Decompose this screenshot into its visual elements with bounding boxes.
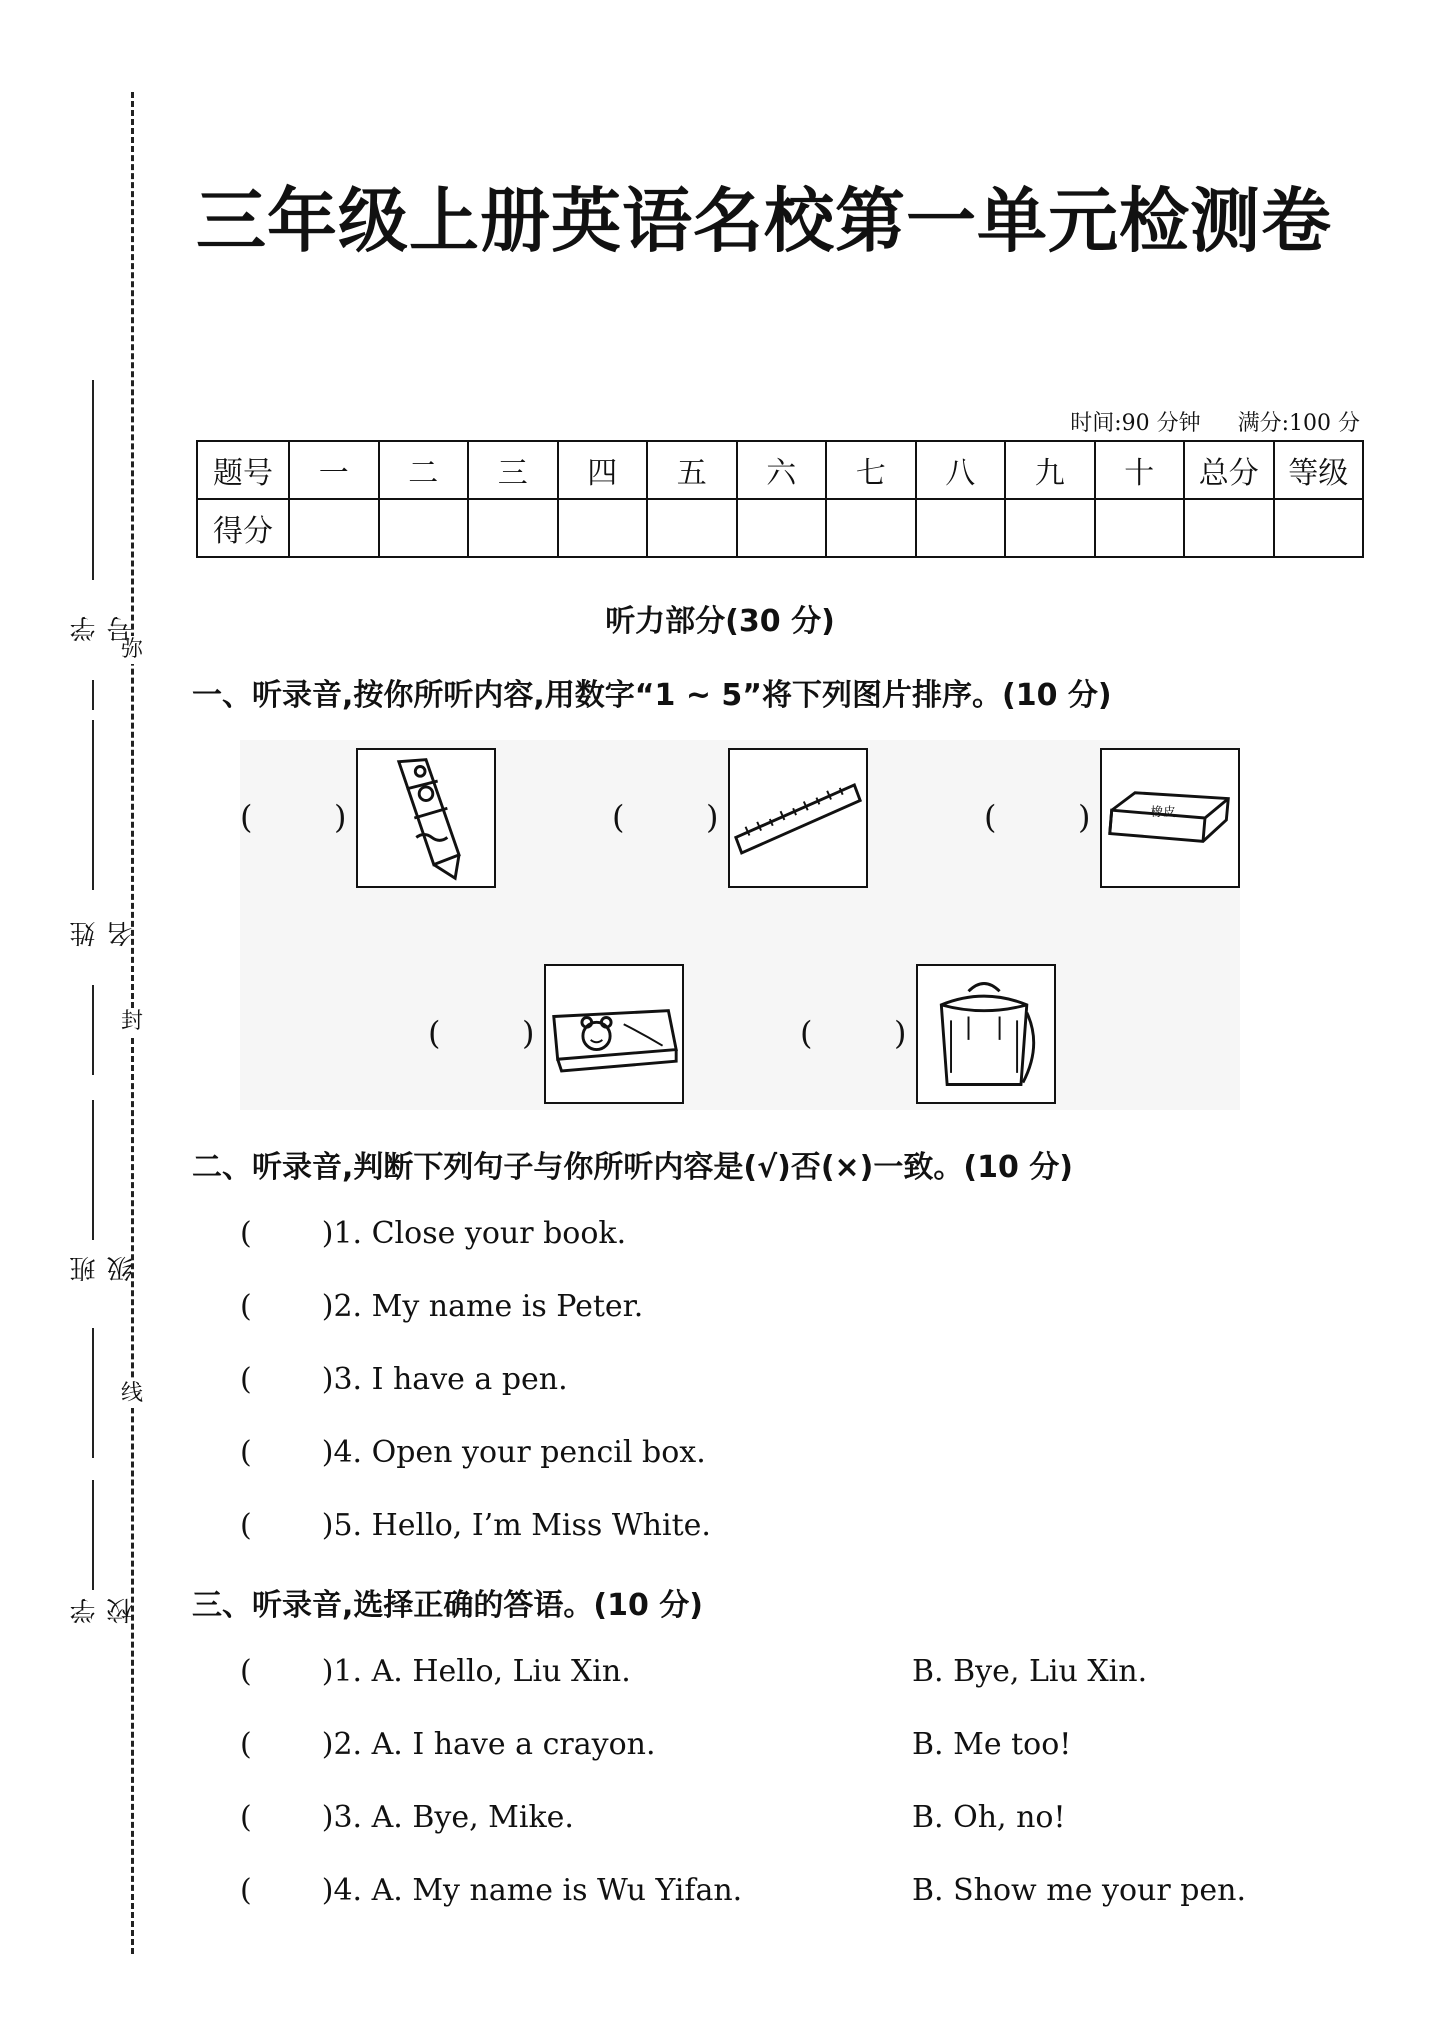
judge-sentence: 5. Hello, I’m Miss White. [333,1508,711,1543]
answer-paren-open: ( [240,1873,252,1908]
page-title: 三年级上册英语名校第一单元检测卷 [196,180,1332,262]
score-cell[interactable] [558,499,648,557]
answer-paren-close: ) [321,1727,334,1762]
header-cell: 五 [647,441,737,499]
header-cell: 总分 [1184,441,1274,499]
judge-sentence: 1. Close your book. [333,1216,627,1251]
answer-paren-open: ( [240,1216,252,1251]
choice-item [240,1654,631,1689]
schoolbag-icon [916,964,1056,1104]
header-cell: 一 [289,441,379,499]
listening-part-title: 听力部分(30 分) [605,604,835,639]
answer-paren-close: ) [1078,798,1091,836]
answer-paren-close: ) [321,1362,334,1397]
header-cell: 七 [826,441,916,499]
score-cell[interactable] [916,499,1006,557]
choice-option-b: B. Me too! [912,1727,1072,1762]
answer-paren-open: ( [240,1435,252,1470]
answer-paren-open: ( [240,1289,252,1324]
score-cell[interactable] [289,499,379,557]
judge-sentence: 2. My name is Peter. [333,1289,644,1324]
judge-item [240,1508,711,1543]
answer-paren-close: ) [334,798,347,836]
answer-paren-close: ) [894,1014,907,1052]
answer-paren-open: ( [240,798,253,836]
field-line [92,985,94,1075]
answer-paren-close: ) [321,1435,334,1470]
judge-sentence: 3. I have a pen. [333,1362,568,1397]
answer-paren-close: ) [321,1508,334,1543]
score-table [196,440,1364,558]
header-cell: 等级 [1274,441,1364,499]
score-cell[interactable] [1095,499,1185,557]
choice-item [240,1727,655,1762]
header-cell: 二 [379,441,469,499]
field-line [92,680,94,710]
score-table-header-row [197,441,1363,499]
header-cell: 六 [737,441,827,499]
answer-paren-close: ) [321,1289,334,1324]
answer-paren-close: ) [321,1800,334,1835]
header-cell: 九 [1005,441,1095,499]
binding-word-mi: 弥 [118,636,146,664]
answer-paren-open: ( [984,798,997,836]
choice-option-b: B. Show me your pen. [912,1873,1247,1908]
choice-option-a: 4. A. My name is Wu Yifan. [333,1873,743,1908]
answer-paren-open: ( [428,1014,441,1052]
choice-item [240,1873,742,1908]
field-label: 学校 [70,1592,137,1624]
judge-item [240,1216,626,1251]
field-line [92,1480,94,1590]
header-cell: 题号 [197,441,289,499]
score-cell[interactable] [737,499,827,557]
answer-paren-open: ( [612,798,625,836]
field-line [92,380,94,580]
field-label: 姓名 [70,915,137,947]
header-cell: 十 [1095,441,1185,499]
choice-option-b: B. Oh, no! [912,1800,1066,1835]
section2-title: 二、听录音,判断下列句子与你所听内容是(√)否(×)一致。(10 分) [192,1150,1074,1185]
judge-item [240,1289,643,1324]
pencil-box-icon [544,964,684,1104]
judge-item [240,1362,568,1397]
score-cell[interactable] [1274,499,1364,557]
judge-sentence: 4. Open your pencil box. [333,1435,706,1470]
choice-item [240,1800,574,1835]
header-cell: 三 [468,441,558,499]
answer-paren-close: ) [321,1654,334,1689]
answer-paren-open: ( [240,1654,252,1689]
field-label: 班级 [70,1250,137,1282]
score-cell[interactable] [468,499,558,557]
eraser-icon [1100,748,1240,888]
answer-paren-open: ( [800,1014,813,1052]
answer-paren-open: ( [240,1508,252,1543]
choice-option-b: B. Bye, Liu Xin. [912,1654,1148,1689]
exam-meta [1070,406,1360,437]
field-label: 学号 [70,610,137,642]
answer-paren-close: ) [321,1873,334,1908]
ruler-icon [728,748,868,888]
score-cell[interactable] [379,499,469,557]
field-line [92,1328,94,1458]
score-cell[interactable] [826,499,916,557]
row-label-cell: 得分 [197,499,289,557]
score-cell[interactable] [647,499,737,557]
choice-option-a: 1. A. Hello, Liu Xin. [333,1654,631,1689]
answer-paren-close: ) [321,1216,334,1251]
field-line [92,720,94,890]
header-cell: 四 [558,441,648,499]
answer-paren-close: ) [522,1014,535,1052]
choice-option-a: 3. A. Bye, Mike. [333,1800,574,1835]
answer-paren-open: ( [240,1362,252,1397]
answer-paren-close: ) [706,798,719,836]
score-table-score-row [197,499,1363,557]
crayon-icon [356,748,496,888]
exam-full-score: 满分:100 分 [1237,411,1360,436]
binding-word-feng: 封 [118,1008,146,1036]
score-cell[interactable] [1184,499,1274,557]
judge-item [240,1435,706,1470]
header-cell: 八 [916,441,1006,499]
field-line [92,1100,94,1240]
score-cell[interactable] [1005,499,1095,557]
section1-title: 一、听录音,按你所听内容,用数字“1 ~ 5”将下列图片排序。(10 分) [192,678,1112,713]
binding-word-xian: 线 [118,1380,146,1408]
choice-option-a: 2. A. I have a crayon. [333,1727,656,1762]
section3-title: 三、听录音,选择正确的答语。(10 分) [192,1588,704,1623]
answer-paren-open: ( [240,1800,252,1835]
eraser-label: 橡皮 [1150,804,1176,820]
answer-paren-open: ( [240,1727,252,1762]
exam-time: 时间:90 分钟 [1070,411,1201,436]
